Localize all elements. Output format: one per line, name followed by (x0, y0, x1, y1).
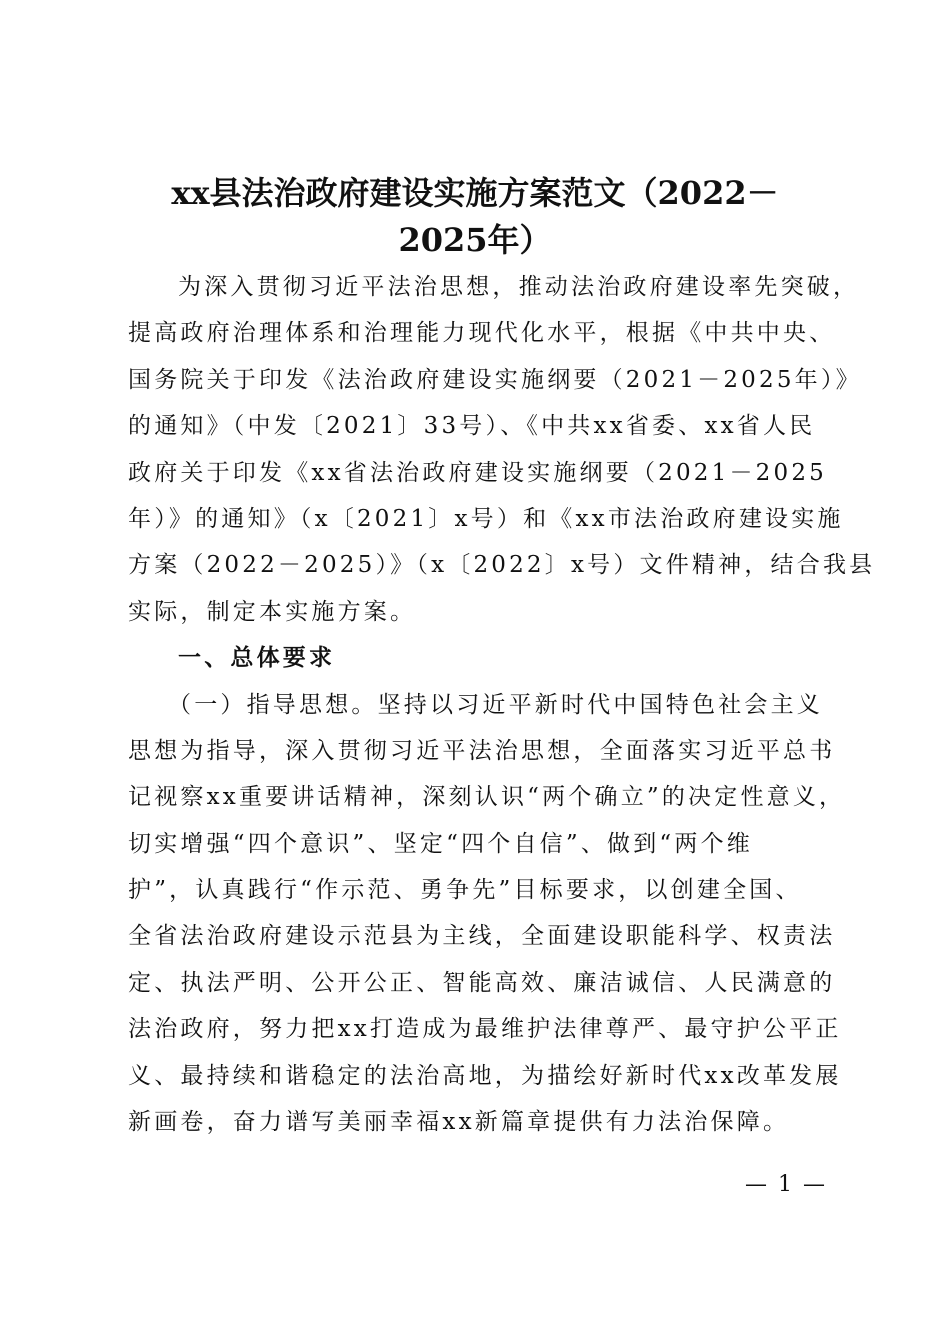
text-line: 年）》的通知》（x〔2021〕x号）和《xx市法治政府建设实施 (128, 505, 844, 532)
text-line: 方案（2022－2025）》（x〔2022〕x号）文件精神，结合我县 (128, 552, 876, 579)
guiding-paragraph (128, 682, 846, 1146)
text-line: 思想为指导，深入贯彻习近平法治思想，全面落实习近平总书 (128, 737, 836, 764)
text-line: 为深入贯彻习近平法治思想，推动法治政府建设率先突破， (178, 274, 860, 300)
text-line: 实际，制定本实施方案。 (128, 598, 417, 625)
document-body (128, 264, 876, 1145)
page-number: — 1 — (745, 1172, 827, 1197)
document-title-line-2: 2025年） (398, 221, 552, 259)
intro-paragraph (128, 264, 876, 635)
text-line: 提高政府治理体系和治理能力现代化水平，根据《中共中央、 (128, 320, 836, 347)
text-line: 新画卷，奋力谱写美丽幸福xx新篇章提供有力法治保障。 (128, 1109, 790, 1136)
text-line: 记视察xx重要讲话精神，深刻认识“两个确立”的决定性意义， (128, 784, 846, 811)
text-line: 义、最持续和谐稳定的法治高地，为描绘好新时代xx改革发展 (128, 1062, 842, 1089)
section-heading: 一、总体要求 (178, 644, 336, 672)
text-line: 全省法治政府建设示范县为主线，全面建设职能科学、权责法 (128, 923, 836, 950)
text-line: （一）指导思想。坚持以习近平新时代中国特色社会主义 (168, 691, 823, 718)
text-line: 法治政府，努力把xx打造成为最维护法律尊严、最守护公平正 (128, 1016, 842, 1043)
text-line: 政府关于印发《xx省法治政府建设实施纲要（2021－2025 (128, 459, 828, 486)
text-line: 护”，认真践行“作示范、勇争先”目标要求，以创建全国、 (128, 877, 802, 904)
text-line: 切实增强“四个意识”、坚定“四个自信”、做到“两个维 (128, 830, 753, 857)
document-title-line-1: xx县法治政府建设实施方案范文（2022－ (171, 174, 779, 212)
text-line: 的通知》（中发〔2021〕33号）、《中共xx省委、xx省人民 (128, 413, 816, 440)
text-line: 国务院关于印发《法治政府建设实施纲要（2021－2025年）》 (128, 366, 862, 393)
text-line: 定、执法严明、公开公正、智能高效、廉洁诚信、人民满意的 (128, 969, 836, 996)
